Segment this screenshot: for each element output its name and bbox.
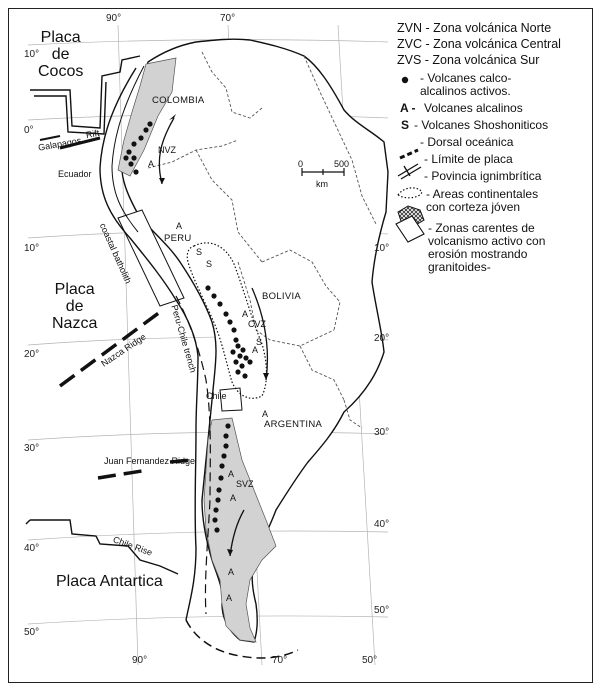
volcano-dot: [223, 311, 228, 316]
chile-label: Chile: [206, 391, 227, 401]
volcano-dot: [243, 355, 248, 360]
legend-eroded-zones: - Zonas carentes de volcanismo activo con erosión mostrando granitoides-: [428, 221, 546, 274]
alkaline-volcano-marker: A: [230, 493, 237, 503]
volcano-dot: [221, 453, 226, 458]
right-10s-label: 10°: [374, 243, 390, 254]
lat-10n-label: 10°: [24, 49, 40, 60]
legend-shoshonitic: - Volcanes Shoshoniticos: [414, 118, 549, 132]
legend-volcano-dot: [402, 77, 408, 83]
juan-fernandez-ridge-line: [98, 470, 148, 478]
coastal-batholith-label: coastal batholith: [97, 221, 134, 286]
lat-40s-label: 40°: [24, 543, 40, 554]
nazca-ridge-label: Nazca Ridge: [99, 331, 148, 369]
svz-label: SVZ: [236, 479, 254, 489]
alkaline-volcano-marker: A: [228, 567, 235, 577]
cocos-plate-label: Placa de Cocos: [38, 29, 84, 80]
bolivia-label: BOLIVIA: [262, 291, 302, 302]
volcano-dot: [213, 507, 218, 512]
legend-ridge-symbol: [400, 150, 418, 158]
legend-ignimbrite: - Povincia ignimbrítica: [424, 169, 542, 183]
alkaline-volcano-marker: A: [262, 409, 269, 419]
lon-90-bottom-label: 90°: [132, 655, 148, 666]
volcano-dot: [223, 433, 228, 438]
argentina-label: ARGENTINA: [264, 419, 323, 430]
right-40s-label: 40°: [374, 519, 390, 530]
volcano-dot: [143, 127, 148, 132]
legend-plate-boundary-tick: [404, 166, 410, 176]
volcano-dot: [233, 337, 238, 342]
galapagos-label: Galapagos: [37, 135, 82, 153]
legend-ignimbrite-symbol: [398, 188, 422, 198]
latitude-line-50s: [28, 616, 388, 624]
volcano-dot: [247, 359, 252, 364]
lon-90-top-label: 90°: [106, 13, 122, 24]
volcano-dot: [147, 121, 152, 126]
ocean-ridges: [60, 312, 192, 478]
volcano-dot: [235, 343, 240, 348]
peru-label: PERU: [164, 233, 192, 244]
legend-shoshonitic-symbol: S: [401, 118, 410, 132]
legend-young-crust: - Areas continentales con corteza jóven: [426, 187, 539, 214]
volcano-dot: [240, 347, 245, 352]
volcano-dot: [212, 517, 217, 522]
volcano-dot: [138, 135, 143, 140]
lon-70-bottom-label: 70°: [272, 655, 288, 666]
volcano-dot: [225, 423, 230, 428]
volcano-dot: [217, 301, 222, 306]
volcano-dot: [211, 293, 216, 298]
legend-alkaline: Volcanes alcalinos: [424, 101, 523, 115]
volcano-dot: [239, 363, 244, 368]
alkaline-volcano-marker: A: [176, 221, 183, 231]
right-30s-label: 30°: [374, 427, 390, 438]
volcano-dot: [131, 141, 136, 146]
volcano-dot: [219, 463, 224, 468]
volcano-dot: [242, 373, 247, 378]
rift-label: Rift: [85, 127, 101, 141]
shoshonitic-volcano-marker: S: [256, 337, 263, 347]
volcano-dot: [214, 527, 219, 532]
right-20s-label: 20°: [374, 333, 390, 344]
ecuador-label: Ecuador: [58, 169, 92, 179]
volcano-dot: [218, 475, 223, 480]
lon-70-top-label: 70°: [220, 13, 236, 24]
lat-0-label: 0°: [24, 125, 34, 136]
legend-zvn: ZVN - Zona volcánica Norte: [397, 21, 552, 35]
peru-chile-trench-label: Peru-Chile trench: [169, 303, 199, 374]
legend-ridge: - Dorsal oceánica: [420, 135, 514, 149]
volcano-dot: [237, 353, 242, 358]
volcano-dot: [216, 487, 221, 492]
scale-unit-label: km: [316, 179, 328, 189]
volcano-dot: [227, 319, 232, 324]
antarctic-boundary: [26, 520, 30, 524]
lat-50s-label: 50°: [24, 627, 40, 638]
alkaline-volcano-marker: A: [226, 593, 233, 603]
chile-rise-label: Chile Rise: [111, 534, 154, 558]
volcano-dot: [231, 327, 236, 332]
legend-calc-alkaline: - Volcanes calco- alcalinos activos.: [420, 71, 512, 98]
lat-30s-label: 30°: [24, 443, 40, 454]
nazca-plate-label: Placa de Nazca: [52, 281, 98, 332]
volcano-dot: [128, 161, 133, 166]
chile-rise-line: [30, 520, 178, 574]
volcano-dot: [235, 369, 240, 374]
alkaline-volcano-marker: A: [228, 469, 235, 479]
volcano-dot: [126, 149, 131, 154]
juan-fernandez-label: Juan Fernandez Ridge: [104, 456, 196, 466]
southern-plate-boundary: [26, 520, 178, 574]
cvz-label: CVZ: [248, 319, 266, 329]
volcano-dot: [131, 155, 136, 160]
legend-zvs: ZVS - Zona volcánica Sur: [397, 53, 540, 67]
lon-50-bottom-label: 50°: [362, 655, 378, 666]
alkaline-volcano-marker: A: [252, 345, 259, 355]
antartica-plate-label: Placa Antartica: [56, 573, 163, 590]
volcano-dot: [230, 349, 235, 354]
volcano-dot: [123, 155, 128, 160]
scale-max-label: 500: [334, 159, 350, 169]
legend-zvc: ZVC - Zona volcánica Central: [397, 37, 561, 51]
shoshonitic-volcano-marker: S: [206, 259, 213, 269]
shoshonitic-volcano-marker: S: [196, 247, 203, 257]
legend-alkaline-symbol: A -: [400, 101, 416, 115]
legend-plate-boundary: - Límite de placa: [424, 152, 513, 166]
nvz-label: NVZ: [158, 145, 176, 155]
scale-zero-label: 0: [298, 159, 304, 169]
volcano-dot: [205, 285, 210, 290]
volcano-dot: [133, 169, 138, 174]
lat-10s-label: 10°: [24, 243, 40, 254]
volcano-dot: [233, 359, 238, 364]
alkaline-volcano-marker: A: [242, 309, 249, 319]
colombia-label: COLOMBIA: [152, 95, 205, 106]
alkaline-volcano-marker: A: [148, 159, 155, 169]
right-50s-label: 50°: [374, 605, 390, 616]
lat-20s-label: 20°: [24, 349, 40, 360]
volcano-dot: [223, 443, 228, 448]
volcano-dot: [215, 497, 220, 502]
